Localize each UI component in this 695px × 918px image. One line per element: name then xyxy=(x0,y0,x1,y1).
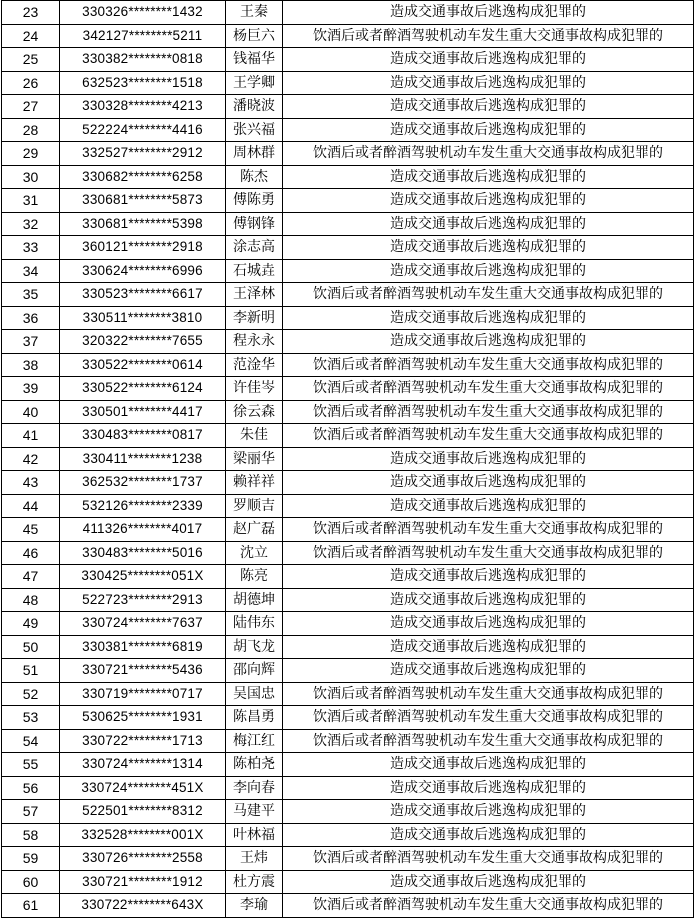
violations-table xyxy=(1,0,694,918)
table-row xyxy=(2,165,694,189)
table-row xyxy=(2,95,694,119)
row-number-cell: 32 xyxy=(2,212,60,236)
id-number-cell: 522723********2913 xyxy=(60,588,226,612)
violation-reason-cell: 造成交通事故后逃逸构成犯罪的 xyxy=(283,635,694,659)
table-row xyxy=(2,118,694,142)
violation-reason-cell: 造成交通事故后逃逸构成犯罪的 xyxy=(283,471,694,495)
person-name-cell: 王泽林 xyxy=(226,283,283,307)
id-number-cell: 330382********0818 xyxy=(60,48,226,72)
person-name-cell: 陈杰 xyxy=(226,165,283,189)
row-number-cell: 34 xyxy=(2,259,60,283)
row-number-cell: 31 xyxy=(2,189,60,213)
id-number-cell: 330483********0817 xyxy=(60,424,226,448)
person-name-cell: 罗顺吉 xyxy=(226,494,283,518)
violation-reason-cell: 造成交通事故后逃逸构成犯罪的 xyxy=(283,1,694,25)
person-name-cell: 王秦 xyxy=(226,1,283,25)
id-number-cell: 522224********4416 xyxy=(60,118,226,142)
violation-reason-cell: 饮酒后或者醉酒驾驶机动车发生重大交通事故构成犯罪的 xyxy=(283,706,694,730)
table-row xyxy=(2,729,694,753)
id-number-cell: 330523********6617 xyxy=(60,283,226,307)
violation-reason-cell: 造成交通事故后逃逸构成犯罪的 xyxy=(283,588,694,612)
row-number-cell: 54 xyxy=(2,729,60,753)
id-number-cell: 532126********2339 xyxy=(60,494,226,518)
table-row xyxy=(2,189,694,213)
row-number-cell: 59 xyxy=(2,847,60,871)
id-number-cell: 530625********1931 xyxy=(60,706,226,730)
person-name-cell: 徐云森 xyxy=(226,400,283,424)
person-name-cell: 潘晓波 xyxy=(226,95,283,119)
table-row xyxy=(2,471,694,495)
id-number-cell: 332528********001X xyxy=(60,823,226,847)
violation-reason-cell: 造成交通事故后逃逸构成犯罪的 xyxy=(283,236,694,260)
violation-reason-cell: 饮酒后或者醉酒驾驶机动车发生重大交通事故构成犯罪的 xyxy=(283,518,694,542)
row-number-cell: 51 xyxy=(2,659,60,683)
table-row xyxy=(2,1,694,25)
row-number-cell: 55 xyxy=(2,753,60,777)
row-number-cell: 27 xyxy=(2,95,60,119)
violation-reason-cell: 饮酒后或者醉酒驾驶机动车发生重大交通事故构成犯罪的 xyxy=(283,142,694,166)
row-number-cell: 36 xyxy=(2,306,60,330)
person-name-cell: 范淦华 xyxy=(226,353,283,377)
table-row xyxy=(2,541,694,565)
row-number-cell: 48 xyxy=(2,588,60,612)
id-number-cell: 330722********643X xyxy=(60,894,226,918)
id-number-cell: 342127********5211 xyxy=(60,24,226,48)
person-name-cell: 傅钢锋 xyxy=(226,212,283,236)
person-name-cell: 陆伟东 xyxy=(226,612,283,636)
row-number-cell: 50 xyxy=(2,635,60,659)
table-row xyxy=(2,377,694,401)
row-number-cell: 42 xyxy=(2,447,60,471)
id-number-cell: 330682********6258 xyxy=(60,165,226,189)
table-row xyxy=(2,635,694,659)
person-name-cell: 涂志高 xyxy=(226,236,283,260)
row-number-cell: 60 xyxy=(2,870,60,894)
person-name-cell: 程永永 xyxy=(226,330,283,354)
table-row xyxy=(2,565,694,589)
row-number-cell: 45 xyxy=(2,518,60,542)
table-row xyxy=(2,424,694,448)
row-number-cell: 38 xyxy=(2,353,60,377)
id-number-cell: 330328********4213 xyxy=(60,95,226,119)
person-name-cell: 梁丽华 xyxy=(226,447,283,471)
table-row xyxy=(2,518,694,542)
row-number-cell: 41 xyxy=(2,424,60,448)
row-number-cell: 39 xyxy=(2,377,60,401)
table-row xyxy=(2,870,694,894)
person-name-cell: 吴国忠 xyxy=(226,682,283,706)
id-number-cell: 330681********5398 xyxy=(60,212,226,236)
person-name-cell: 张兴福 xyxy=(226,118,283,142)
id-number-cell: 330724********451X xyxy=(60,776,226,800)
id-number-cell: 330522********6124 xyxy=(60,377,226,401)
violation-reason-cell: 造成交通事故后逃逸构成犯罪的 xyxy=(283,494,694,518)
row-number-cell: 49 xyxy=(2,612,60,636)
id-number-cell: 332527********2912 xyxy=(60,142,226,166)
person-name-cell: 王学卿 xyxy=(226,71,283,95)
person-name-cell: 傅陈勇 xyxy=(226,189,283,213)
person-name-cell: 李新明 xyxy=(226,306,283,330)
person-name-cell: 朱佳 xyxy=(226,424,283,448)
violation-reason-cell: 造成交通事故后逃逸构成犯罪的 xyxy=(283,800,694,824)
row-number-cell: 47 xyxy=(2,565,60,589)
violation-reason-cell: 饮酒后或者醉酒驾驶机动车发生重大交通事故构成犯罪的 xyxy=(283,424,694,448)
table-row xyxy=(2,494,694,518)
person-name-cell: 李瑜 xyxy=(226,894,283,918)
table-row xyxy=(2,706,694,730)
id-number-cell: 330326********1432 xyxy=(60,1,226,25)
id-number-cell: 330522********0614 xyxy=(60,353,226,377)
id-number-cell: 411326********4017 xyxy=(60,518,226,542)
id-number-cell: 522501********8312 xyxy=(60,800,226,824)
violation-reason-cell: 饮酒后或者醉酒驾驶机动车发生重大交通事故构成犯罪的 xyxy=(283,847,694,871)
table-row xyxy=(2,588,694,612)
table-row xyxy=(2,330,694,354)
person-name-cell: 杨巨六 xyxy=(226,24,283,48)
violation-reason-cell: 造成交通事故后逃逸构成犯罪的 xyxy=(283,612,694,636)
id-number-cell: 330483********5016 xyxy=(60,541,226,565)
id-number-cell: 330721********5436 xyxy=(60,659,226,683)
person-name-cell: 赖祥祥 xyxy=(226,471,283,495)
row-number-cell: 46 xyxy=(2,541,60,565)
row-number-cell: 23 xyxy=(2,1,60,25)
violation-reason-cell: 造成交通事故后逃逸构成犯罪的 xyxy=(283,753,694,777)
violation-reason-cell: 饮酒后或者醉酒驾驶机动车发生重大交通事故构成犯罪的 xyxy=(283,353,694,377)
violation-reason-cell: 造成交通事故后逃逸构成犯罪的 xyxy=(283,71,694,95)
row-number-cell: 26 xyxy=(2,71,60,95)
table-row xyxy=(2,659,694,683)
row-number-cell: 37 xyxy=(2,330,60,354)
row-number-cell: 56 xyxy=(2,776,60,800)
violation-reason-cell: 造成交通事故后逃逸构成犯罪的 xyxy=(283,212,694,236)
violation-reason-cell: 造成交通事故后逃逸构成犯罪的 xyxy=(283,565,694,589)
violation-reason-cell: 造成交通事故后逃逸构成犯罪的 xyxy=(283,48,694,72)
row-number-cell: 28 xyxy=(2,118,60,142)
violation-reason-cell: 饮酒后或者醉酒驾驶机动车发生重大交通事故构成犯罪的 xyxy=(283,682,694,706)
violation-reason-cell: 饮酒后或者醉酒驾驶机动车发生重大交通事故构成犯罪的 xyxy=(283,400,694,424)
row-number-cell: 29 xyxy=(2,142,60,166)
row-number-cell: 58 xyxy=(2,823,60,847)
row-number-cell: 30 xyxy=(2,165,60,189)
table-row xyxy=(2,400,694,424)
person-name-cell: 沈立 xyxy=(226,541,283,565)
id-number-cell: 632523********1518 xyxy=(60,71,226,95)
person-name-cell: 李向春 xyxy=(226,776,283,800)
violation-reason-cell: 造成交通事故后逃逸构成犯罪的 xyxy=(283,776,694,800)
violation-reason-cell: 造成交通事故后逃逸构成犯罪的 xyxy=(283,659,694,683)
violation-reason-cell: 饮酒后或者醉酒驾驶机动车发生重大交通事故构成犯罪的 xyxy=(283,283,694,307)
table-row xyxy=(2,682,694,706)
violation-reason-cell: 饮酒后或者醉酒驾驶机动车发生重大交通事故构成犯罪的 xyxy=(283,377,694,401)
table-row xyxy=(2,823,694,847)
row-number-cell: 33 xyxy=(2,236,60,260)
id-number-cell: 330624********6996 xyxy=(60,259,226,283)
person-name-cell: 叶林福 xyxy=(226,823,283,847)
table-row xyxy=(2,447,694,471)
id-number-cell: 330726********2558 xyxy=(60,847,226,871)
id-number-cell: 330681********5873 xyxy=(60,189,226,213)
id-number-cell: 330724********7637 xyxy=(60,612,226,636)
table-row xyxy=(2,800,694,824)
violation-reason-cell: 造成交通事故后逃逸构成犯罪的 xyxy=(283,259,694,283)
id-number-cell: 320322********7655 xyxy=(60,330,226,354)
row-number-cell: 52 xyxy=(2,682,60,706)
violation-reason-cell: 造成交通事故后逃逸构成犯罪的 xyxy=(283,823,694,847)
violation-reason-cell: 造成交通事故后逃逸构成犯罪的 xyxy=(283,118,694,142)
person-name-cell: 杜方震 xyxy=(226,870,283,894)
person-name-cell: 陈昌勇 xyxy=(226,706,283,730)
id-number-cell: 330719********0717 xyxy=(60,682,226,706)
id-number-cell: 330722********1713 xyxy=(60,729,226,753)
id-number-cell: 360121********2918 xyxy=(60,236,226,260)
table-row xyxy=(2,142,694,166)
row-number-cell: 35 xyxy=(2,283,60,307)
table-row xyxy=(2,259,694,283)
table-row xyxy=(2,894,694,918)
person-name-cell: 陈亮 xyxy=(226,565,283,589)
table-row xyxy=(2,612,694,636)
id-number-cell: 330411********1238 xyxy=(60,447,226,471)
table-row xyxy=(2,71,694,95)
table-row xyxy=(2,236,694,260)
violation-reason-cell: 造成交通事故后逃逸构成犯罪的 xyxy=(283,189,694,213)
row-number-cell: 44 xyxy=(2,494,60,518)
violation-reason-cell: 造成交通事故后逃逸构成犯罪的 xyxy=(283,95,694,119)
person-name-cell: 许佳岑 xyxy=(226,377,283,401)
person-name-cell: 梅江红 xyxy=(226,729,283,753)
violation-reason-cell: 造成交通事故后逃逸构成犯罪的 xyxy=(283,447,694,471)
id-number-cell: 330721********1912 xyxy=(60,870,226,894)
person-name-cell: 周林群 xyxy=(226,142,283,166)
row-number-cell: 53 xyxy=(2,706,60,730)
row-number-cell: 57 xyxy=(2,800,60,824)
id-number-cell: 362532********1737 xyxy=(60,471,226,495)
person-name-cell: 钱福华 xyxy=(226,48,283,72)
row-number-cell: 61 xyxy=(2,894,60,918)
table-row xyxy=(2,776,694,800)
table-row xyxy=(2,212,694,236)
table-row xyxy=(2,753,694,777)
id-number-cell: 330511********3810 xyxy=(60,306,226,330)
id-number-cell: 330425********051X xyxy=(60,565,226,589)
id-number-cell: 330724********1314 xyxy=(60,753,226,777)
violation-reason-cell: 饮酒后或者醉酒驾驶机动车发生重大交通事故构成犯罪的 xyxy=(283,894,694,918)
violations-table-body xyxy=(2,1,694,918)
person-name-cell: 王炜 xyxy=(226,847,283,871)
person-name-cell: 赵广磊 xyxy=(226,518,283,542)
row-number-cell: 43 xyxy=(2,471,60,495)
violation-reason-cell: 饮酒后或者醉酒驾驶机动车发生重大交通事故构成犯罪的 xyxy=(283,729,694,753)
table-row xyxy=(2,283,694,307)
row-number-cell: 25 xyxy=(2,48,60,72)
row-number-cell: 40 xyxy=(2,400,60,424)
violation-reason-cell: 造成交通事故后逃逸构成犯罪的 xyxy=(283,330,694,354)
person-name-cell: 石城垚 xyxy=(226,259,283,283)
violation-reason-cell: 造成交通事故后逃逸构成犯罪的 xyxy=(283,870,694,894)
violation-reason-cell: 饮酒后或者醉酒驾驶机动车发生重大交通事故构成犯罪的 xyxy=(283,541,694,565)
violation-reason-cell: 造成交通事故后逃逸构成犯罪的 xyxy=(283,165,694,189)
person-name-cell: 邵向辉 xyxy=(226,659,283,683)
violation-reason-cell: 造成交通事故后逃逸构成犯罪的 xyxy=(283,306,694,330)
table-row xyxy=(2,306,694,330)
person-name-cell: 马建平 xyxy=(226,800,283,824)
table-row xyxy=(2,24,694,48)
person-name-cell: 胡飞龙 xyxy=(226,635,283,659)
person-name-cell: 胡德坤 xyxy=(226,588,283,612)
violation-reason-cell: 饮酒后或者醉酒驾驶机动车发生重大交通事故构成犯罪的 xyxy=(283,24,694,48)
row-number-cell: 24 xyxy=(2,24,60,48)
table-row xyxy=(2,353,694,377)
table-row xyxy=(2,847,694,871)
id-number-cell: 330501********4417 xyxy=(60,400,226,424)
person-name-cell: 陈柏尧 xyxy=(226,753,283,777)
id-number-cell: 330381********6819 xyxy=(60,635,226,659)
table-row xyxy=(2,48,694,72)
